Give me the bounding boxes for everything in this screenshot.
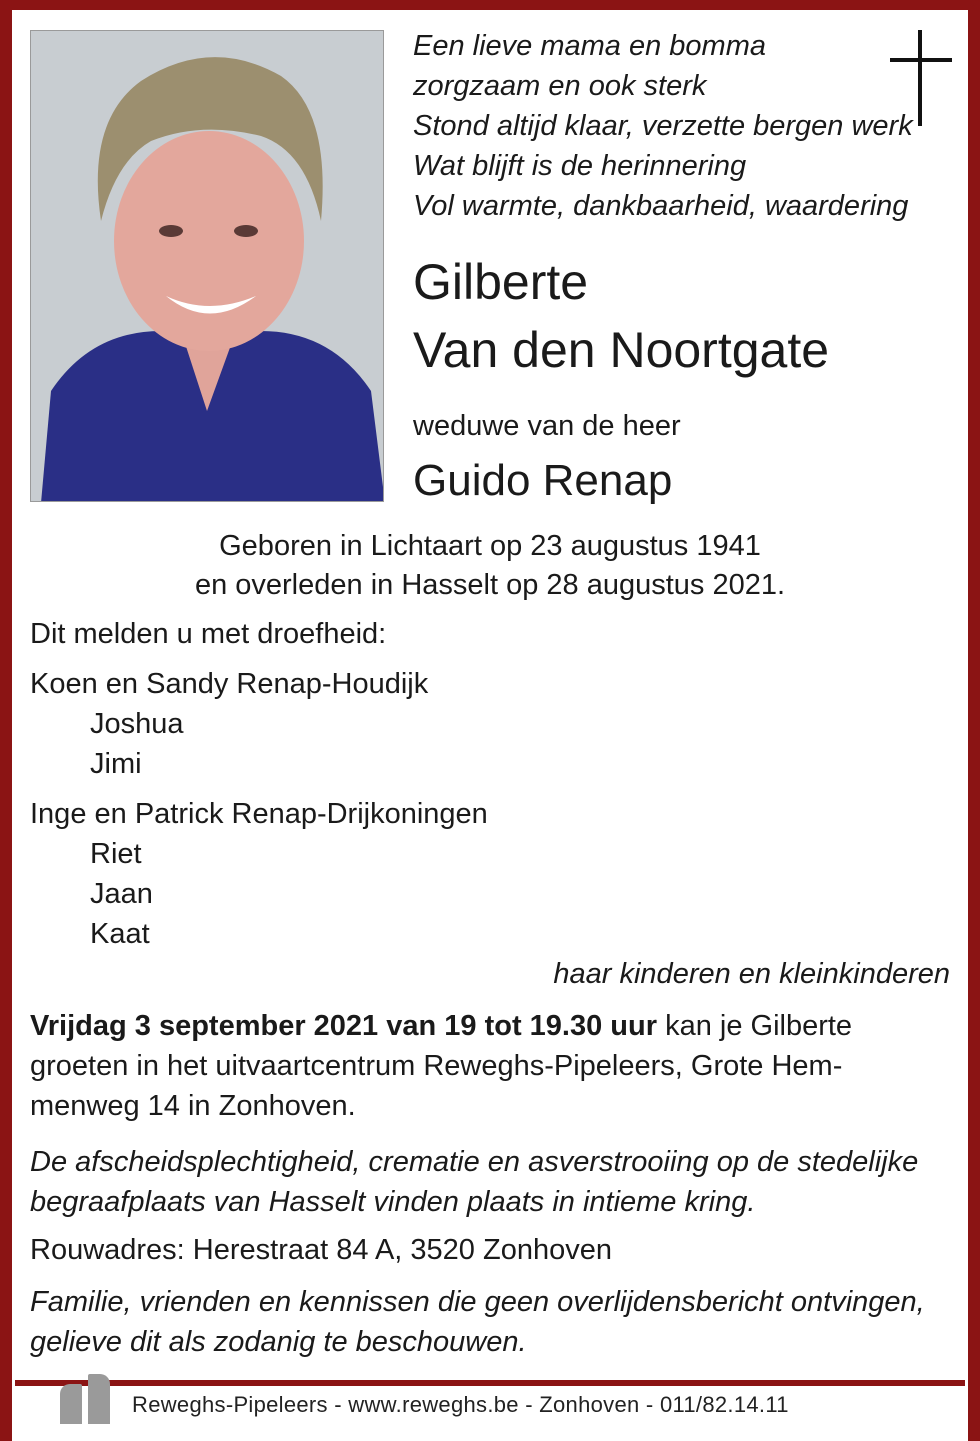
widow-text: weduwe van de heer <box>413 410 681 442</box>
notice-paragraph <box>30 1282 950 1362</box>
ceremony-line: De afscheidsplechtigheid, crematie en asverstrooiing op de stedelijke <box>30 1146 919 1178</box>
poem-line: Wat blijft is de herinnering <box>413 150 747 182</box>
grandchild-name: Kaat <box>90 918 150 950</box>
frame-top <box>0 0 980 10</box>
visitation-text: menweg 14 in Zonhoven. <box>30 1090 356 1122</box>
ceremony-line: begraafplaats van Hasselt vinden plaats in intieme kring. <box>30 1186 756 1218</box>
deceased-first-name: Gilberte <box>413 254 589 310</box>
footer-contact: Reweghs-Pipeleers - www.reweghs.be - Zonhoven - 011/82.14.11 <box>132 1392 789 1417</box>
announce-text: Dit melden u met droefheid: <box>30 618 387 650</box>
spouse-name: Guido Renap <box>413 456 673 505</box>
signoff-text: haar kinderen en kleinkinderen <box>553 958 950 990</box>
poem-line: zorgzaam en ook sterk <box>413 70 707 102</box>
notice-line: gelieve dit als zodanig te beschouwen. <box>30 1326 527 1358</box>
portrait-photo <box>30 30 384 502</box>
grandchild-name: Jimi <box>90 748 142 780</box>
deceased-last-name: Van den Noortgate <box>413 322 830 378</box>
birth-line: Geboren in Lichtaart op 23 augustus 1941 <box>219 530 761 562</box>
family-parents: Koen en Sandy Renap-Houdijk <box>30 668 429 700</box>
family-parents: Inge en Patrick Renap-Drijkoningen <box>30 798 488 830</box>
poem <box>413 26 953 226</box>
ceremony-paragraph <box>30 1142 950 1222</box>
visitation-text: groeten in het uitvaartcentrum Reweghs-Pipeleers, Grote Hem- <box>30 1050 843 1082</box>
frame-right <box>968 0 980 1441</box>
grandchild-name: Jaan <box>90 878 153 910</box>
poem-line: Vol warmte, dankbaarheid, waardering <box>413 190 909 222</box>
grandchild-name: Riet <box>90 838 142 870</box>
notice-line: Familie, vrienden en kennissen die geen overlijdensbericht ontvingen, <box>30 1286 925 1318</box>
footer-rule <box>15 1380 965 1386</box>
poem-line: Een lieve mama en bomma <box>413 30 766 62</box>
death-line: en overleden in Hasselt op 28 augustus 2021. <box>194 569 786 601</box>
frame-left <box>0 0 12 1441</box>
funeral-home-logo-icon <box>60 1374 114 1424</box>
visitation-date: Vrijdag 3 september 2021 van 19 tot 19.30 uur <box>30 1010 658 1042</box>
mourning-address: Rouwadres: Herestraat 84 A, 3520 Zonhoven <box>30 1234 612 1266</box>
visitation-paragraph <box>30 1006 950 1126</box>
visitation-text: kan je Gilberte <box>657 1010 853 1042</box>
grandchild-name: Joshua <box>90 708 184 740</box>
portrait-illustration <box>31 31 384 502</box>
poem-line: Stond altijd klaar, verzette bergen werk <box>413 110 913 142</box>
